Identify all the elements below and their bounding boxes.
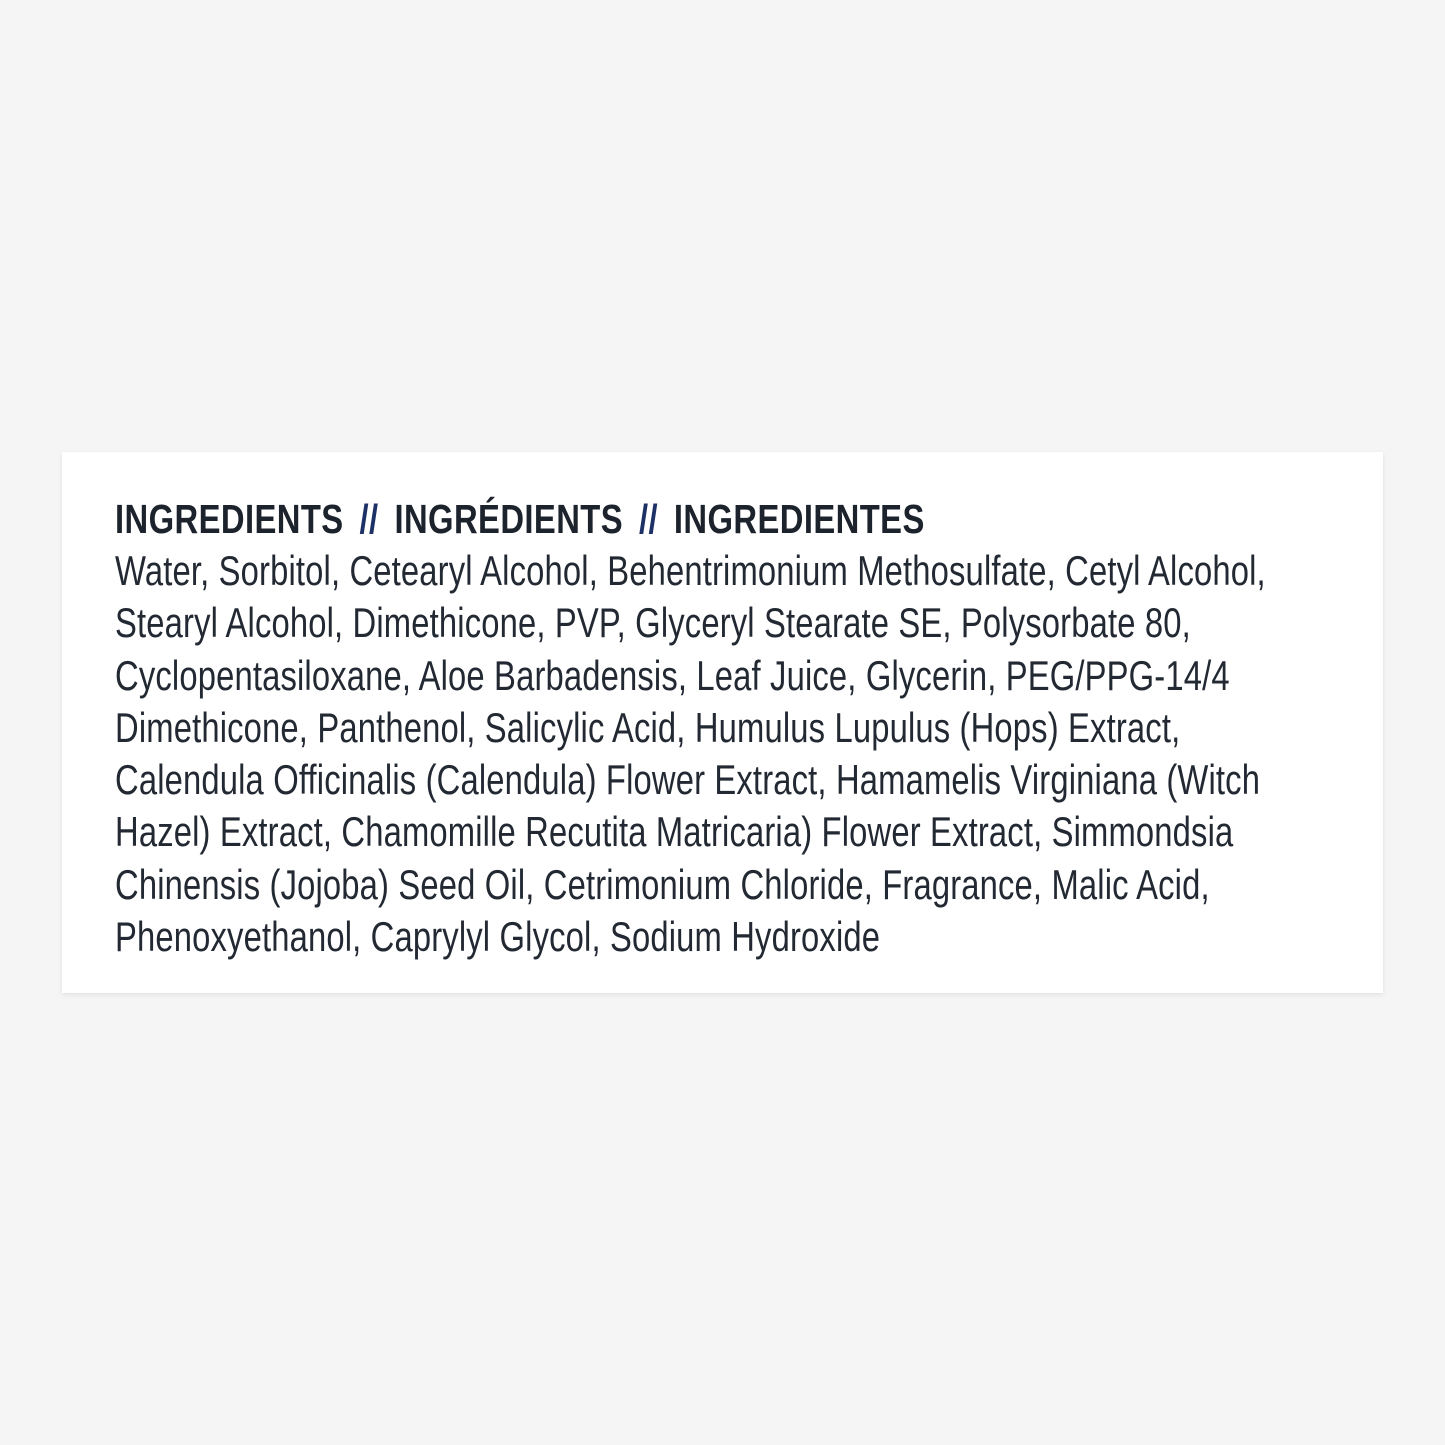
ingredients-line: Cyclopentasiloxane, Aloe Barbadensis, Leaf Juice, Glycerin, PEG/PPG-14/4 bbox=[115, 651, 1230, 699]
ingredients-panel bbox=[62, 452, 1383, 993]
ingredients-line: Dimethicone, Panthenol, Salicylic Acid, Humulus Lupulus (Hops) Extract, bbox=[115, 703, 1181, 751]
ingredients-list bbox=[115, 545, 1383, 963]
ingredients-line: Calendula Officinalis (Calendula) Flower Extract, Hamamelis Virginiana (Witch bbox=[115, 756, 1261, 804]
heading-english: INGREDIENTS bbox=[115, 496, 344, 542]
ingredients-heading bbox=[115, 493, 1129, 545]
ingredients-line: Phenoxyethanol, Caprylyl Glycol, Sodium Hydroxide bbox=[115, 913, 881, 961]
ingredients-line: Hazel) Extract, Chamomille Recutita Matricaria) Flower Extract, Simmondsia bbox=[115, 808, 1234, 856]
heading-french: INGRÉDIENTS bbox=[394, 496, 624, 542]
ingredients-line: Stearyl Alcohol, Dimethicone, PVP, Glyceryl Stearate SE, Polysorbate 80, bbox=[115, 599, 1191, 647]
heading-separator-slashes: // bbox=[638, 496, 658, 542]
ingredients-line: Chinensis (Jojoba) Seed Oil, Cetrimonium Chloride, Fragrance, Malic Acid, bbox=[115, 860, 1210, 908]
heading-separator-slashes: // bbox=[359, 496, 379, 542]
heading-spanish: INGREDIENTES bbox=[673, 496, 925, 542]
ingredients-line: Water, Sorbitol, Cetearyl Alcohol, Behentrimonium Methosulfate, Cetyl Alcohol, bbox=[115, 547, 1266, 594]
